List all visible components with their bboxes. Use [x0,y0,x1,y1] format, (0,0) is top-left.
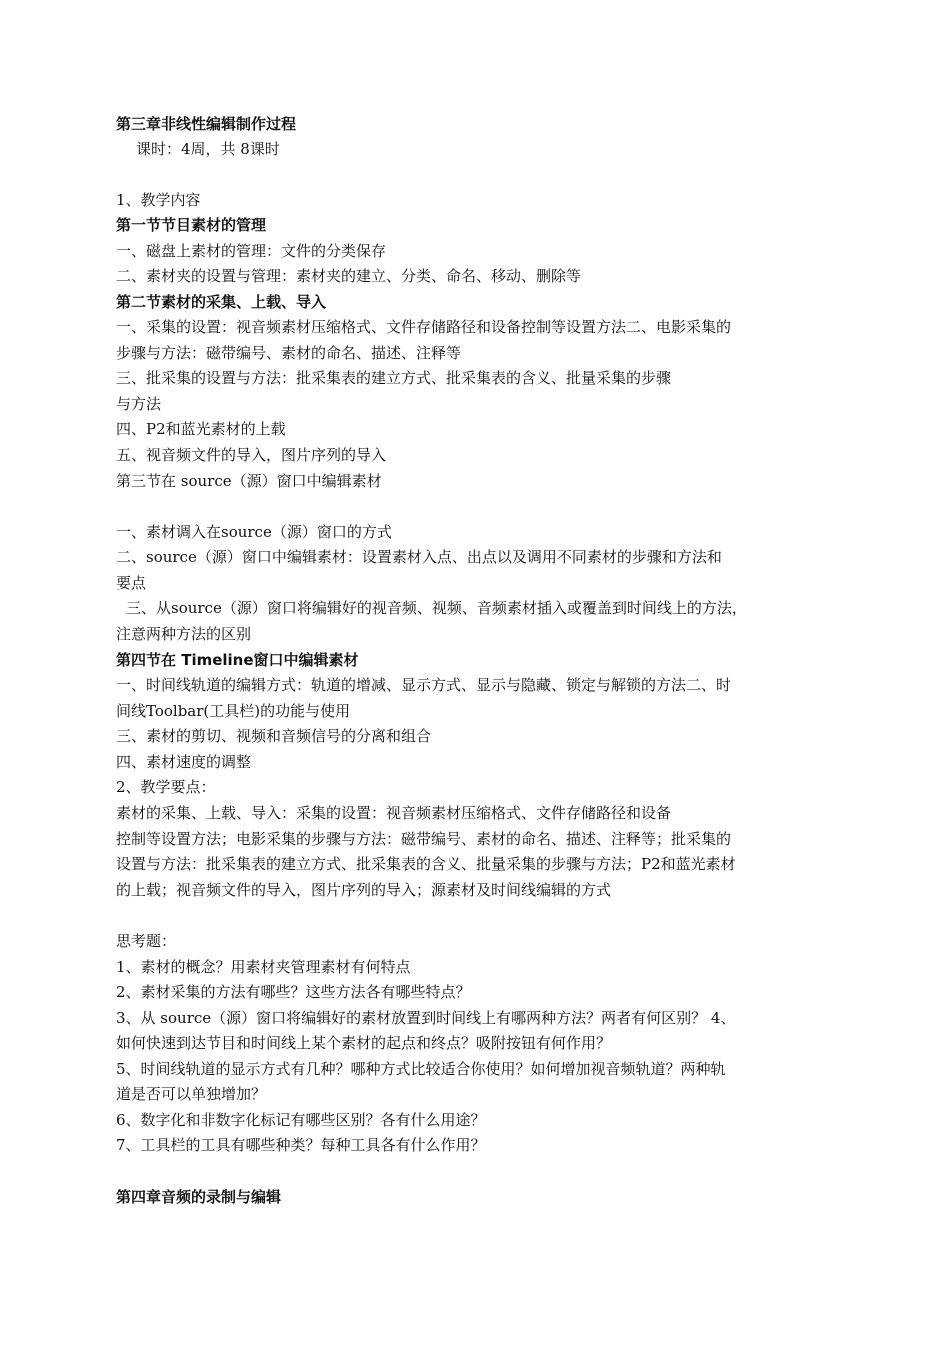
course-hours: 课时：4周，共 8课时 [136,140,280,158]
question-line: 5、时间线轨道的显示方式有几种？哪种方式比较适合你使用？如何增加视音频轨道？两种轨 [116,1060,726,1078]
section-4-title: 第四节在 Timeline窗口中编辑素材 [116,651,359,669]
key-points-line: 控制等设置方法；电影采集的步骤与方法：磁带编号、素材的命名、描述、注释等；批采集的 [116,830,732,848]
chapter-title: 第三章非线性编辑制作过程 [116,115,297,133]
section-2-title: 第二节素材的采集、上载、导入 [116,293,327,311]
key-points-line: 设置与方法：批采集表的建立方式、批采集表的含义、批量采集的步骤与方法；P2和蓝光素材 [116,855,736,873]
section-1-item: 二、素材夹的设置与管理：素材夹的建立、分类、命名、移动、删除等 [116,267,582,285]
question-line: 如何快速到达节目和时间线上某个素材的起点和终点？吸附按钮有何作用？ [116,1034,612,1052]
section-4-line: 三、素材的剪切、视频和音频信号的分离和组合 [116,727,432,745]
section-3-line: 要点 [116,574,147,592]
next-chapter-title: 第四章音频的录制与编辑 [116,1188,282,1206]
section-4-line: 四、素材速度的调整 [116,753,252,771]
key-points-line: 的上载；视音频文件的导入，图片序列的导入；源素材及时间线编辑的方式 [116,881,612,899]
section-4-line: 一、时间线轨道的编辑方式：轨道的增减、显示方式、显示与隐藏、锁定与解锁的方法二、时 [116,676,732,694]
section-3-line: 注意两种方法的区别 [116,625,252,643]
section-1-title: 第一节节目素材的管理 [116,216,267,234]
key-points-heading: 2、教学要点： [116,778,216,796]
section-3-line: 一、素材调入在source（源）窗口的方式 [116,523,392,541]
section-2-line: 三、批采集的设置与方法：批采集表的建立方式、批采集表的含义、批量采集的步骤 [116,369,672,387]
question-line: 7、工具栏的工具有哪些种类？每种工具各有什么作用？ [116,1136,486,1154]
section-2-line: 四、P2和蓝光素材的上载 [116,420,286,438]
key-points-line: 素材的采集、上载、导入：采集的设置：视音频素材压缩格式、文件存储路径和设备 [116,804,672,822]
section-1-item: 一、磁盘上素材的管理：文件的分类保存 [116,242,387,260]
question-line: 3、从 source（源）窗口将编辑好的素材放置到时间线上有哪两种方法？两者有何区别？ 4、 [116,1009,736,1027]
question-line: 1、素材的概念？用素材夹管理素材有何特点 [116,958,411,976]
questions-heading: 思考题： [116,932,177,950]
section-4-line: 间线Toolbar(工具栏)的功能与使用 [116,702,351,720]
section-2-line: 五、视音频文件的导入，图片序列的导入 [116,446,387,464]
teaching-content-heading: 1、教学内容 [116,191,201,209]
section-2-line: 一、采集的设置：视音频素材压缩格式、文件存储路径和设备控制等设置方法二、电影采集的 [116,318,732,336]
question-line: 道是否可以单独增加？ [116,1085,267,1103]
section-3-line: 三、从source（源）窗口将编辑好的视音频、视频、音频素材插入或覆盖到时间线上的方法， [126,599,747,617]
question-line: 6、数字化和非数字化标记有哪些区别？各有什么用途？ [116,1111,486,1129]
question-line: 2、素材采集的方法有哪些？这些方法各有哪些特点？ [116,983,471,1001]
section-3-line: 二、source（源）窗口中编辑素材：设置素材入点、出点以及调用不同素材的步骤和方法和 [116,548,722,566]
section-2-line: 与方法 [116,395,162,413]
section-3-title: 第三节在 source（源）窗口中编辑素材 [116,472,382,490]
section-2-line: 步骤与方法：磁带编号、素材的命名、描述、注释等 [116,344,462,362]
